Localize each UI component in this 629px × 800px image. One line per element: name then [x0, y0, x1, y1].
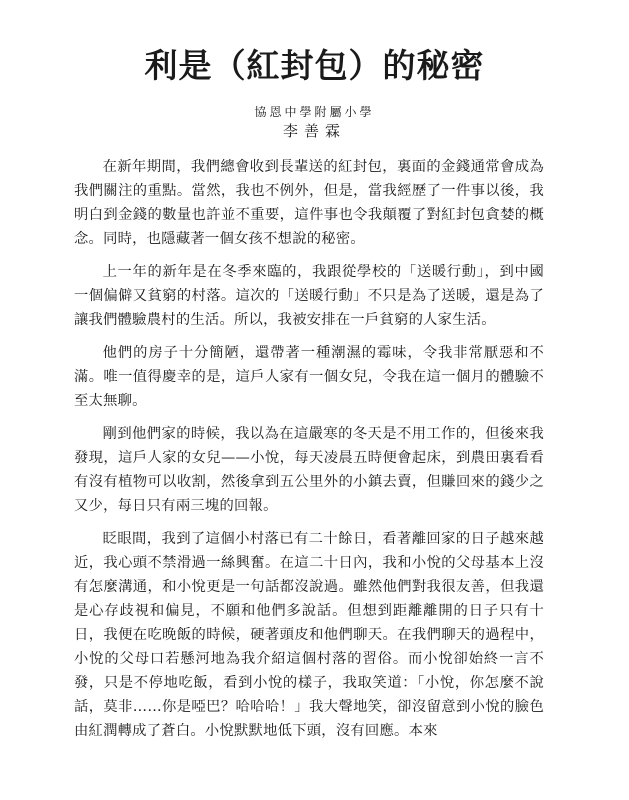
paragraph: 剛到他們家的時候，我以為在這嚴寒的冬天是不用工作的，但後來我發現，這戶人家的女兒——小悅，每天凌晨五時便會起床，到農田裏看看有沒有植物可以收割，然後拿到五公里外的小鎮去賣，但賺回來的錢少之又少，每日只有兩三塊的回報。 [74, 426, 544, 514]
paragraph: 在新年期間，我們總會收到長輩送的紅封包，裏面的金錢通常會成為我們關注的重點。當然，我也不例外，但是，當我經歷了一件事以後，我明白到金錢的數量也許並不重要，這件事也令我顛覆了對紅封包貪婪的概念。同時，也隱藏著一個女孩不想說的秘密。 [74, 159, 544, 247]
paragraph: 他們的房子十分簡陋，還帶著一種潮濕的霉味，令我非常厭惡和不滿。唯一值得慶幸的是，這戶人家有一個女兒，令我在這一個月的體驗不至太無聊。 [74, 345, 544, 409]
article-body [74, 155, 544, 752]
paragraph: 上一年的新年是在冬季來臨的，我跟從學校的「送暖行動」，到中國一個偏僻又貧窮的村落。這次的「送暖行動」不只是為了送暖，還是為了讓我們體驗農村的生活。所以，我被安排在一戶貧窮的人家生活。 [74, 264, 544, 328]
author-name: 李善霖 [282, 122, 346, 140]
article-title: 利是（紅封包）的秘密 [144, 46, 485, 85]
paragraph: 眨眼間，我到了這個小村落已有二十餘日，看著離回家的日子越來越近，我心頭不禁滑過一絲興奮。在這二十日內，我和小悅的父母基本上沒有怎麼溝通，和小悅更是一句話都沒說過。雖然他們對我很友善，但我還是心存歧視和偏見，不願和他們多說話。但想到距離離開的日子只有十日，我便在吃晚飯的時候，硬著頭皮和他們聊天。在我們聊天的過程中，小悅的父母口若懸河地為我介紹這個村落的習俗。而小悅卻始終一言不發，只是不停地吃飯，看到小悅的樣子，我取笑道：「小悅，你怎麼不說話，莫非……你是啞巴？哈哈哈！」我大聲地笑，卻沒留意到小悅的臉色由紅潤轉成了蒼白。小悅默默地低下頭，沒有回應。本來 [74, 531, 544, 739]
school-name: 協恩中學附屬小學 [254, 105, 375, 119]
